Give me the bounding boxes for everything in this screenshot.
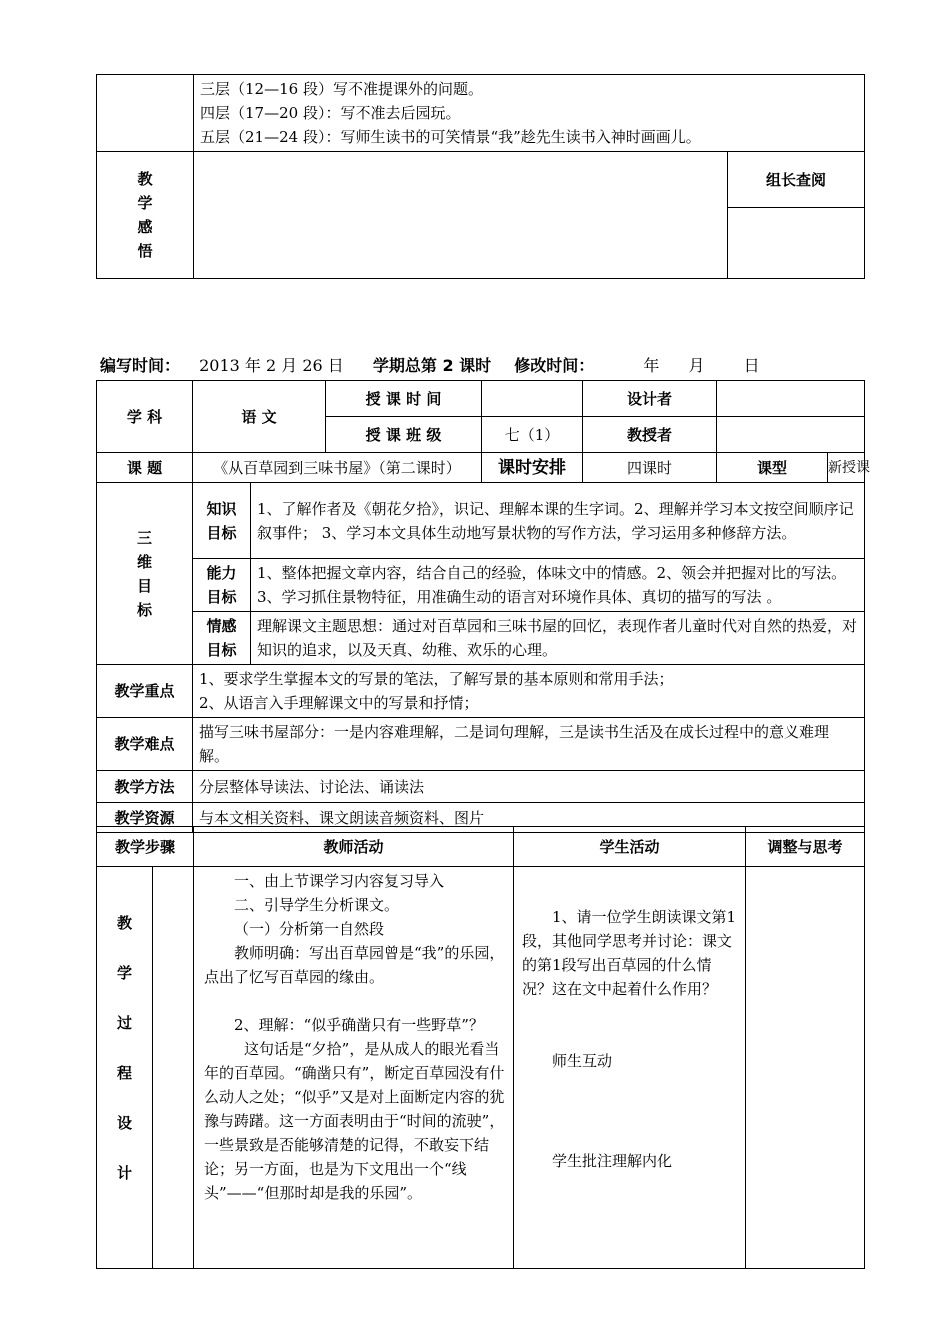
modified-label: 修改时间： xyxy=(514,356,595,375)
layer-lines-cell xyxy=(194,75,865,152)
layer-line: 三层（12—16 段）写不准提课外的问题。 xyxy=(200,80,483,98)
year-label: 年 xyxy=(643,356,660,375)
topic-value: 《从百草园到三味书屋》（第二课时） xyxy=(193,453,482,483)
leader-review-label: 组长查阅 xyxy=(728,152,865,208)
ability-text: 1、整体把握文章内容，结合自己的经验，体味文中的情感。2、领会并把握对比的写法。3、学习抓住景物特征，用准确生动的语言对环境作具体、真切的描写的写法 。 xyxy=(251,559,865,612)
difficulty-label: 教学难点 xyxy=(97,718,193,771)
class-label: 授 课 班 级 xyxy=(326,417,482,453)
emotion-label: 情感 目标 xyxy=(193,612,251,665)
lesson-table xyxy=(96,380,871,833)
emotion-text: 理解课文主题思想：通过对百草园和三味书屋的回忆，表现作者儿童时代对自然的热爱，对知识的追求，以及天真、幼稚、欢乐的心理。 xyxy=(251,612,865,665)
subject-label: 学 科 xyxy=(97,381,193,453)
reflection-label: 教 学 感 悟 xyxy=(97,152,194,279)
meta-line xyxy=(100,354,880,378)
resource-label: 教学资源 xyxy=(97,803,193,833)
goals-label: 三 维 目 标 xyxy=(97,483,193,665)
student-activity: 1、请一位学生朗读课文第1段，其他同学思考并讨论：课文的第1段写出百草园的什么情况？这在文中起着什么作用？ 师生互动 学生批注理解内化 xyxy=(514,867,746,1269)
focus-label: 教学重点 xyxy=(97,665,193,718)
process-sub-cell xyxy=(153,867,194,1269)
leader-review-value xyxy=(728,208,865,279)
reflection-content xyxy=(194,152,728,279)
focus-text: 1、要求学生掌握本文的写景的笔法，了解写景的基本原则和常用手法； 2、从语言入手理解课文中的写景和抒情； xyxy=(193,665,865,718)
layer-line: 五层（21—24 段）：写师生读书的可笑情景“我”趁先生读书入神时画画儿。 xyxy=(200,128,701,146)
resource-text: 与本文相关资料、课文朗读音频资料、图片 xyxy=(193,803,865,833)
top-table xyxy=(96,74,865,279)
steps-table xyxy=(96,826,865,1269)
time-label: 授 课 时 间 xyxy=(326,381,482,417)
schedule-label: 课时安排 xyxy=(482,453,583,483)
designer-value xyxy=(717,381,865,417)
month-label: 月 xyxy=(688,356,705,375)
written-label: 编写时间： xyxy=(100,356,181,375)
topic-label: 课 题 xyxy=(97,453,193,483)
col-adjust: 调整与思考 xyxy=(746,827,865,867)
teacher-label: 教授者 xyxy=(583,417,717,453)
col-teacher: 教师活动 xyxy=(194,827,514,867)
process-label: 教 学 过 程 设 计 xyxy=(97,867,153,1269)
type-label: 课型 xyxy=(717,453,828,483)
adjust-cell xyxy=(746,867,865,1269)
designer-label: 设计者 xyxy=(583,381,717,417)
ability-label: 能力 目标 xyxy=(193,559,251,612)
class-value: 七（1） xyxy=(482,417,583,453)
top-empty-cell xyxy=(97,75,194,152)
period-label: 学期总第 2 课时 xyxy=(372,356,492,375)
schedule-value: 四课时 xyxy=(583,453,717,483)
col-steps: 教学步骤 xyxy=(97,827,194,867)
teacher-value xyxy=(717,417,865,453)
subject-value: 语 文 xyxy=(193,381,326,453)
col-student: 学生活动 xyxy=(514,827,746,867)
time-value xyxy=(482,381,583,417)
knowledge-text: 1、了解作者及《朝花夕拾》，识记、理解本课的生字词。2、理解并学习本文按空间顺序记叙事件； 3、学习本文具体生动地写景状物的写作方法，学习运用多种修辞方法。 xyxy=(251,483,865,559)
knowledge-label: 知识 目标 xyxy=(193,483,251,559)
written-value: 2013 年 2 月 26 日 xyxy=(199,356,344,375)
method-label: 教学方法 xyxy=(97,771,193,803)
type-value: 新授课 xyxy=(828,453,865,483)
difficulty-text: 描写三味书屋部分：一是内容难理解，二是词句理解，三是读书生活及在成长过程中的意义难理解。 xyxy=(193,718,865,771)
day-label: 日 xyxy=(743,356,760,375)
method-text: 分层整体导读法、讨论法、诵读法 xyxy=(193,771,865,803)
teacher-activity: 一、由上节课学习内容复习导入 二、引导学生分析课文。 （一）分析第一自然段 教师明确：写出百草园曾是“我”的乐园，点出了忆写百草园的缘由。 2、理解：“似乎确凿只有一些野草”？ 这句话是“夕拾”，是从成人的眼光看当年的百草园。“确凿只有”，断定百草园没有什么动人之处；“似乎”又是对上面断定内容的犹豫与踌躇。这一方面表明由于“时间的流驶”，一些景致是否能够清楚的记得，不敢妄下结论；另一方面，也是为下文甩出一个“线头”——“但那时却是我的乐园”。 xyxy=(194,867,514,1269)
layer-line: 四层（17—20 段）：写不准去后园玩。 xyxy=(200,104,461,122)
